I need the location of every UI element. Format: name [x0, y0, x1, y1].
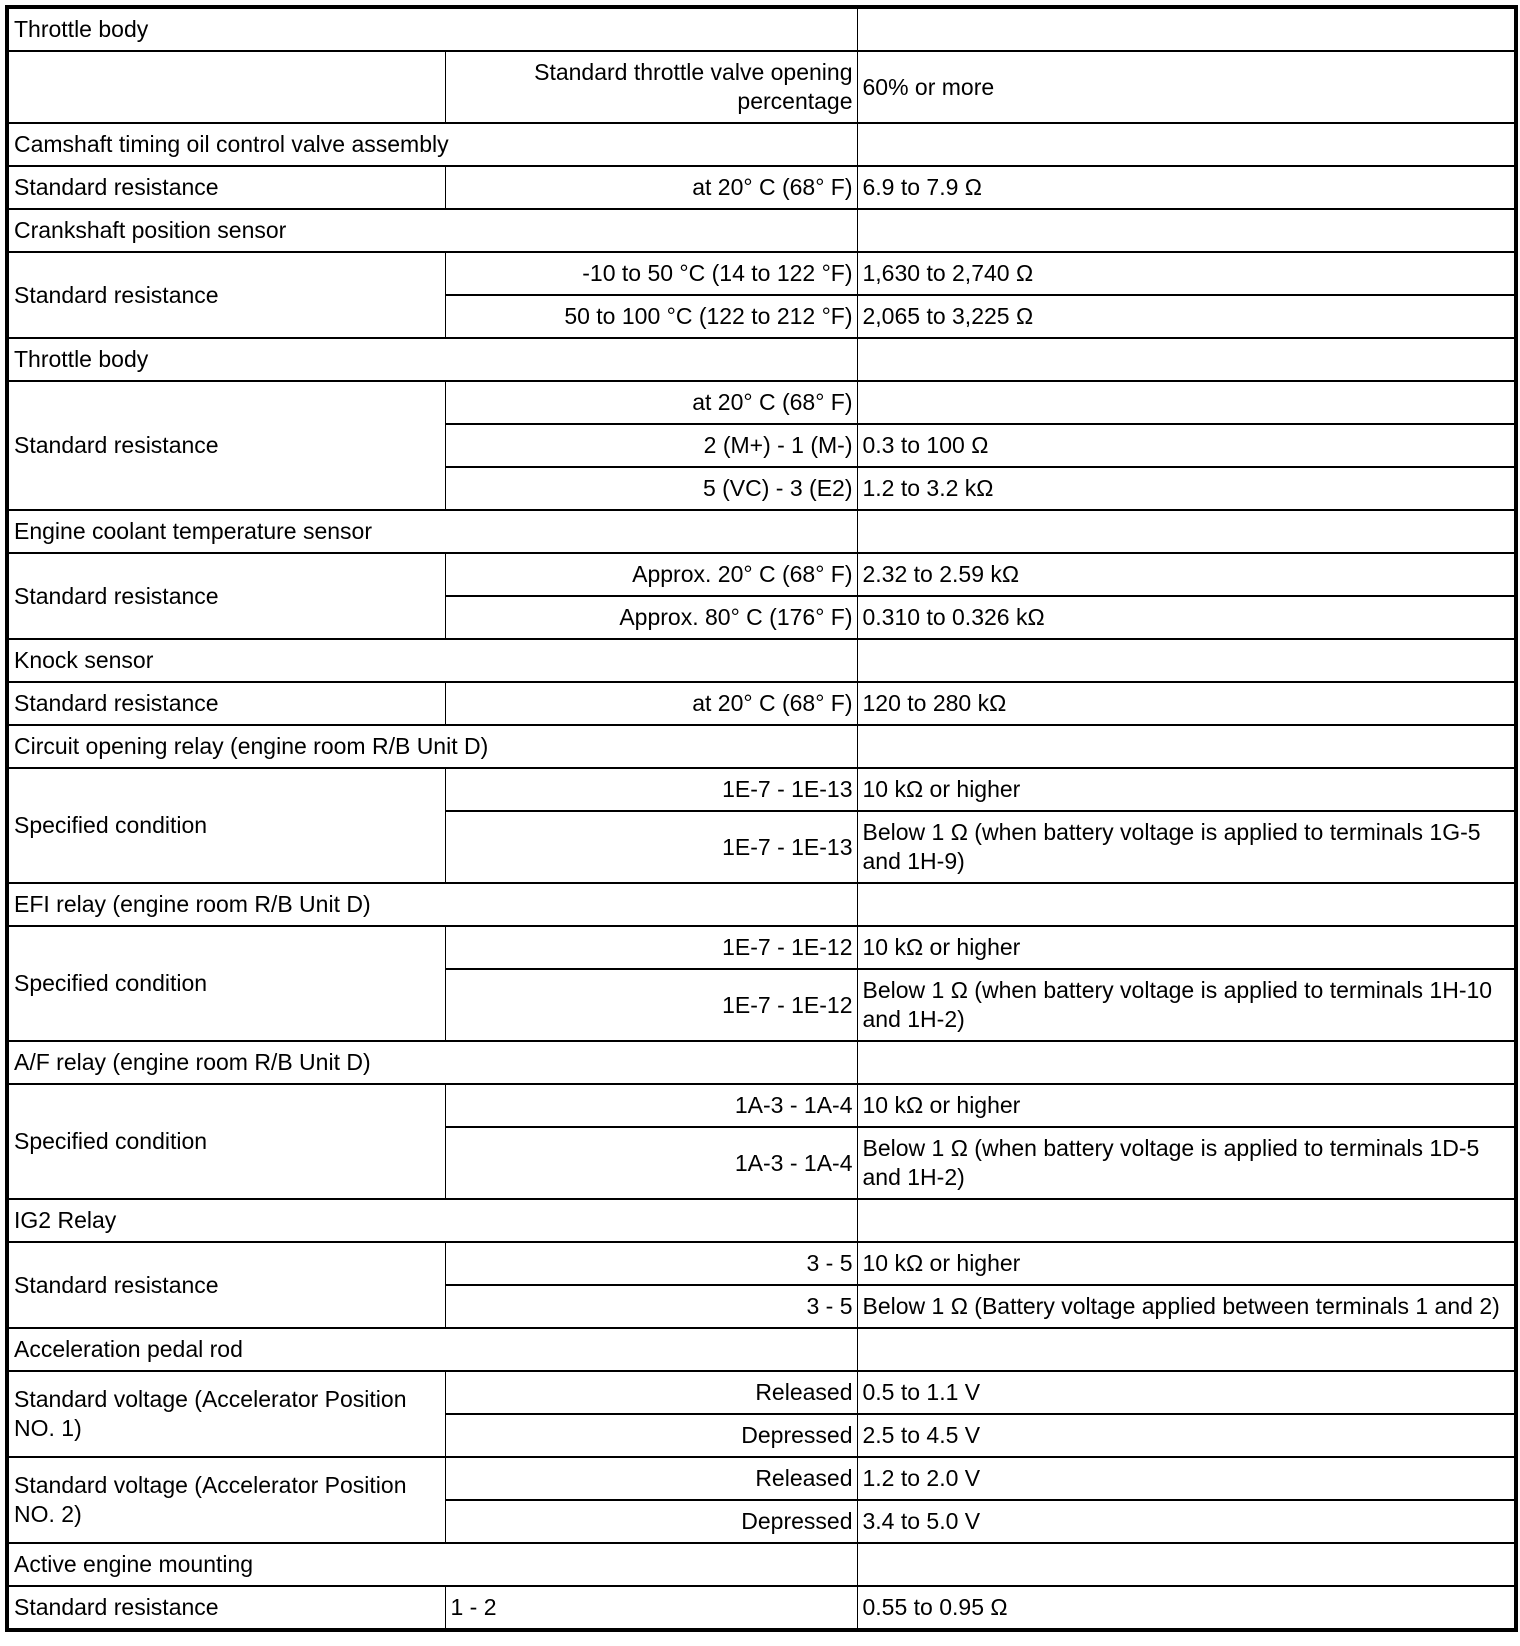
section-title: Camshaft timing oil control valve assembly: [7, 123, 857, 166]
section-title: Crankshaft position sensor: [7, 209, 857, 252]
spec-condition: Depressed: [445, 1500, 857, 1543]
spec-value: 1.2 to 2.0 V: [857, 1457, 1516, 1500]
spec-row: [7, 166, 1516, 209]
spec-condition: at 20° C (68° F): [445, 682, 857, 725]
spec-value: 60% or more: [857, 51, 1516, 123]
spec-value: 120 to 280 kΩ: [857, 682, 1516, 725]
section-value-empty: [857, 7, 1516, 51]
section-header-row: [7, 7, 1516, 51]
section-title: Active engine mounting: [7, 1543, 857, 1586]
spec-label: Standard resistance: [7, 1242, 445, 1328]
spec-condition: 1E-7 - 1E-13: [445, 768, 857, 811]
section-header-row: [7, 510, 1516, 553]
section-value-empty: [857, 338, 1516, 381]
spec-condition: 5 (VC) - 3 (E2): [445, 467, 857, 510]
spec-row: [7, 381, 1516, 424]
section-header-row: [7, 338, 1516, 381]
spec-condition: 3 - 5: [445, 1242, 857, 1285]
spec-label: Specified condition: [7, 926, 445, 1041]
spec-row: [7, 682, 1516, 725]
spec-label: Standard resistance: [7, 252, 445, 338]
spec-label: Standard voltage (Accelerator Position NO. 1): [7, 1371, 445, 1457]
spec-value: 1.2 to 3.2 kΩ: [857, 467, 1516, 510]
spec-row: [7, 553, 1516, 596]
spec-row: [7, 1371, 1516, 1414]
section-title: Throttle body: [7, 7, 857, 51]
spec-row: [7, 926, 1516, 969]
section-value-empty: [857, 725, 1516, 768]
spec-value: 1,630 to 2,740 Ω: [857, 252, 1516, 295]
spec-condition: 1E-7 - 1E-12: [445, 926, 857, 969]
spec-value: 10 kΩ or higher: [857, 768, 1516, 811]
spec-label: Standard resistance: [7, 553, 445, 639]
section-header-row: [7, 123, 1516, 166]
spec-value: 0.5 to 1.1 V: [857, 1371, 1516, 1414]
spec-value: 0.3 to 100 Ω: [857, 424, 1516, 467]
spec-condition: 1E-7 - 1E-12: [445, 969, 857, 1041]
section-header-row: [7, 639, 1516, 682]
spec-condition: at 20° C (68° F): [445, 166, 857, 209]
spec-value: 10 kΩ or higher: [857, 926, 1516, 969]
section-title: A/F relay (engine room R/B Unit D): [7, 1041, 857, 1084]
spec-condition: Released: [445, 1457, 857, 1500]
spec-value: 2.5 to 4.5 V: [857, 1414, 1516, 1457]
spec-value: Below 1 Ω (when battery voltage is applied to terminals 1H-10 and 1H-2): [857, 969, 1516, 1041]
section-header-row: [7, 1543, 1516, 1586]
section-value-empty: [857, 1199, 1516, 1242]
section-value-empty: [857, 639, 1516, 682]
spec-condition: Approx. 20° C (68° F): [445, 553, 857, 596]
spec-condition: 2 (M+) - 1 (M-): [445, 424, 857, 467]
spec-row: [7, 51, 1516, 123]
section-title: EFI relay (engine room R/B Unit D): [7, 883, 857, 926]
spec-value: 3.4 to 5.0 V: [857, 1500, 1516, 1543]
spec-row: [7, 1084, 1516, 1127]
spec-condition: 50 to 100 °C (122 to 212 °F): [445, 295, 857, 338]
spec-value: 2.32 to 2.59 kΩ: [857, 553, 1516, 596]
section-title: Acceleration pedal rod: [7, 1328, 857, 1371]
spec-condition: 1 - 2: [445, 1586, 857, 1630]
specification-table: [5, 5, 1518, 1632]
section-header-row: [7, 209, 1516, 252]
spec-value: 2,065 to 3,225 Ω: [857, 295, 1516, 338]
section-value-empty: [857, 123, 1516, 166]
spec-row: [7, 252, 1516, 295]
spec-condition: -10 to 50 °C (14 to 122 °F): [445, 252, 857, 295]
section-value-empty: [857, 1328, 1516, 1371]
spec-condition: at 20° C (68° F): [445, 381, 857, 424]
section-value-empty: [857, 510, 1516, 553]
spec-condition: 1A-3 - 1A-4: [445, 1084, 857, 1127]
spec-row: [7, 1457, 1516, 1500]
spec-condition: Approx. 80° C (176° F): [445, 596, 857, 639]
section-value-empty: [857, 209, 1516, 252]
section-title: Engine coolant temperature sensor: [7, 510, 857, 553]
spec-label: Specified condition: [7, 768, 445, 883]
spec-label: Standard resistance: [7, 381, 445, 510]
spec-condition: 1E-7 - 1E-13: [445, 811, 857, 883]
section-value-empty: [857, 1041, 1516, 1084]
section-value-empty: [857, 1543, 1516, 1586]
section-header-row: [7, 725, 1516, 768]
specification-table-body: [7, 7, 1516, 1630]
spec-label: Specified condition: [7, 1084, 445, 1199]
spec-label: Standard voltage (Accelerator Position NO. 2): [7, 1457, 445, 1543]
spec-value: Below 1 Ω (when battery voltage is applied to terminals 1D-5 and 1H-2): [857, 1127, 1516, 1199]
spec-value: 10 kΩ or higher: [857, 1242, 1516, 1285]
section-value-empty: [857, 883, 1516, 926]
spec-value: [857, 381, 1516, 424]
spec-value: Below 1 Ω (when battery voltage is applied to terminals 1G-5 and 1H-9): [857, 811, 1516, 883]
spec-value: 0.310 to 0.326 kΩ: [857, 596, 1516, 639]
spec-value: 10 kΩ or higher: [857, 1084, 1516, 1127]
spec-condition: Released: [445, 1371, 857, 1414]
section-header-row: [7, 1328, 1516, 1371]
spec-label: Standard resistance: [7, 166, 445, 209]
spec-value: 0.55 to 0.95 Ω: [857, 1586, 1516, 1630]
spec-label: Standard resistance: [7, 682, 445, 725]
spec-condition: 3 - 5: [445, 1285, 857, 1328]
spec-value: Below 1 Ω (Battery voltage applied between terminals 1 and 2): [857, 1285, 1516, 1328]
spec-condition: Depressed: [445, 1414, 857, 1457]
section-header-row: [7, 1199, 1516, 1242]
spec-label: [7, 51, 445, 123]
spec-value: 6.9 to 7.9 Ω: [857, 166, 1516, 209]
section-header-row: [7, 883, 1516, 926]
spec-row: [7, 1242, 1516, 1285]
spec-condition: 1A-3 - 1A-4: [445, 1127, 857, 1199]
spec-row: [7, 768, 1516, 811]
section-title: Knock sensor: [7, 639, 857, 682]
spec-row: [7, 1586, 1516, 1630]
section-title: Throttle body: [7, 338, 857, 381]
spec-label: Standard resistance: [7, 1586, 445, 1630]
section-title: Circuit opening relay (engine room R/B Unit D): [7, 725, 857, 768]
section-header-row: [7, 1041, 1516, 1084]
spec-condition: Standard throttle valve opening percentage: [445, 51, 857, 123]
section-title: IG2 Relay: [7, 1199, 857, 1242]
